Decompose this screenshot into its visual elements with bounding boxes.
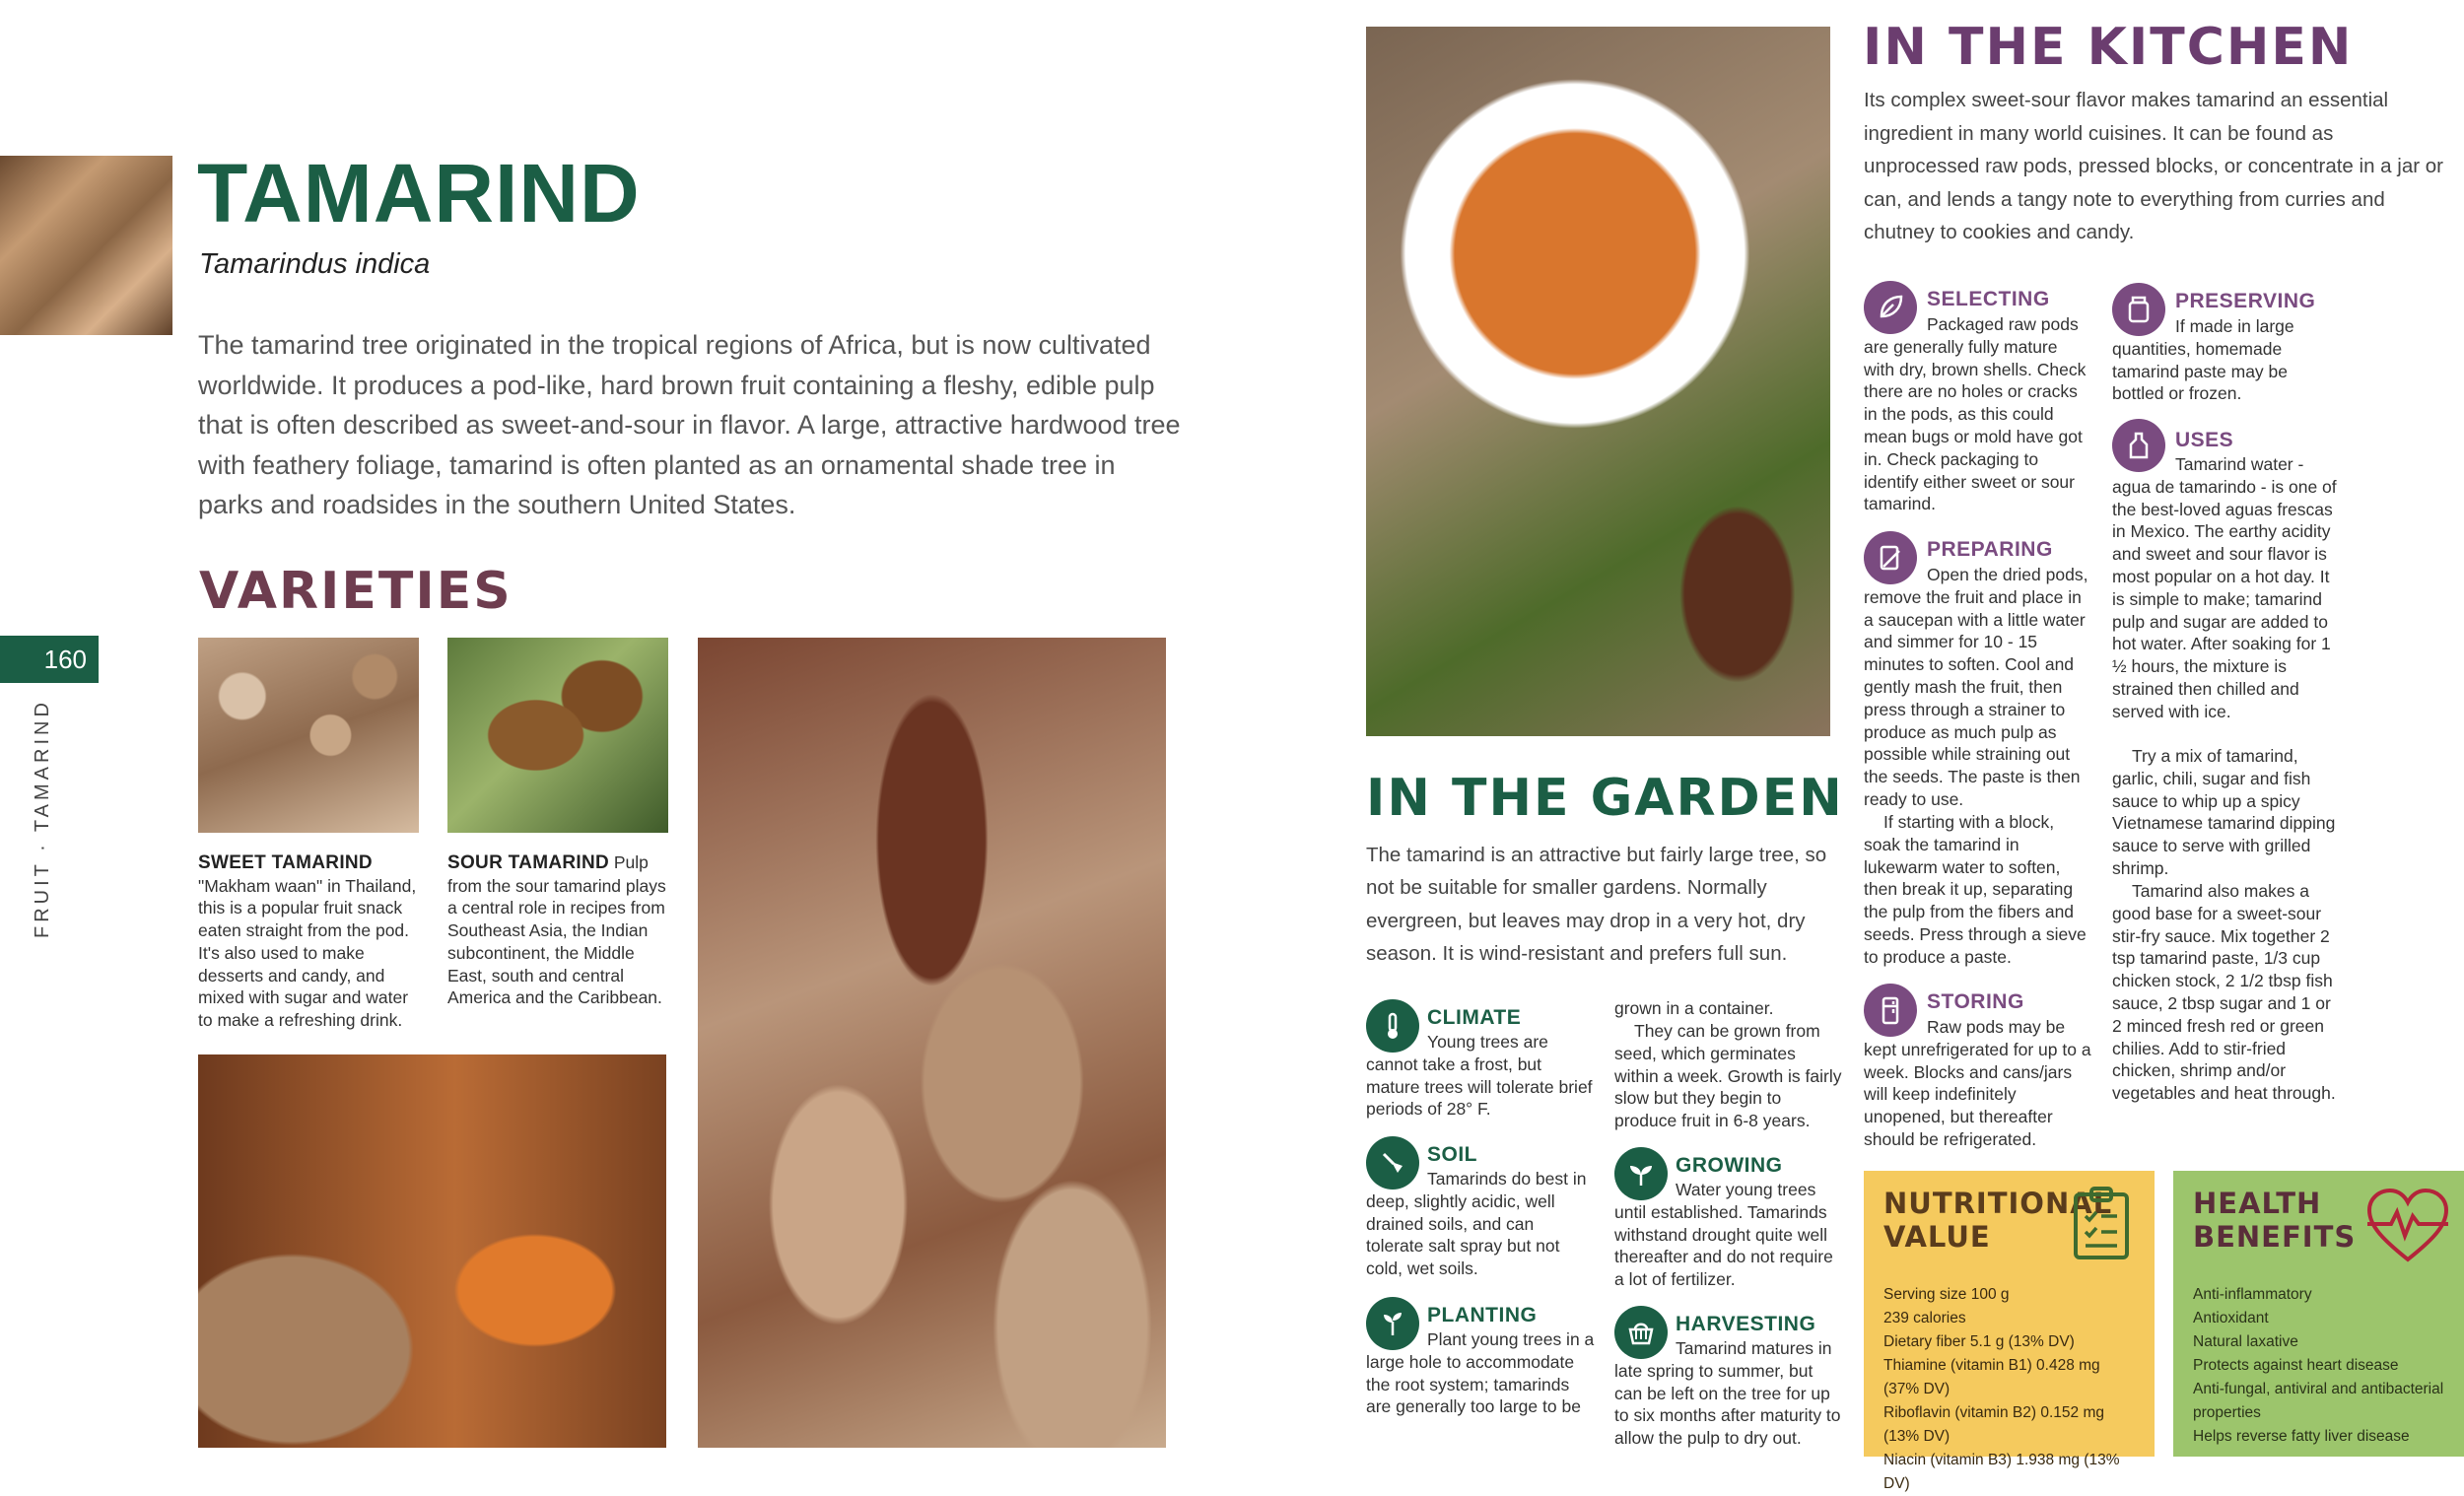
garden-heading: IN THE GARDEN — [1366, 769, 1844, 828]
preserving-title: PRESERVING — [2175, 290, 2316, 312]
planting-title: PLANTING — [1427, 1304, 1538, 1326]
harvesting-title: HARVESTING — [1676, 1313, 1816, 1335]
list-item: Thiamine (vitamin B1) 0.428 mg (37% DV) — [1883, 1357, 2100, 1397]
list-item: Niacin (vitamin B3) 1.938 mg (13% DV) — [1883, 1452, 2120, 1492]
soil-text: Tamarinds do best in deep, slightly acidic, well drained soils, and can tolerate salt spray but not cold, wet soils. — [1366, 1169, 1587, 1279]
list-item: Dietary fiber 5.1 g (13% DV) — [1883, 1333, 2075, 1350]
list-item: 239 calories — [1883, 1310, 1966, 1326]
intro-paragraph: The tamarind tree originated in the tropical regions of Africa, but is now cultivated worldwide. It produces a pod-like, hard brown fruit containing a fleshy, edible pulp that is often described as sweet-and-sour in flavor. A large, attractive hardwood tree with feathery foliage, tamarind is often planted as an ornamental shade tree in parks and roadsides in the southern United States. — [198, 330, 1181, 519]
garden-intro: The tamarind is an attractive but fairly large tree, so not be suitable for smaller gardens. Normally evergreen, but leaves may drop in a very hot, dry season. It is wind-resistant and prefers full sun. — [1366, 844, 1827, 965]
list-item: Riboflavin (vitamin B2) 0.152 mg (13% DV) — [1883, 1404, 2104, 1445]
uses-text-3: Tamarind also makes a good base for a sweet-sour stir-fry sauce. Mix together 2 tsp tamarind paste, 1/3 cup chicken stock, 2 1/2 tbsp fish sauce, 2 tbsp sugar and 1 or 2 minced fresh red or green chilies. Add to stir-fried chicken, shrimp and/or vegetables and heat through. — [2112, 881, 2336, 1104]
selecting-text: Packaged raw pods are generally fully mature with dry, brown shells. Check there are no holes or cracks in the pods, as this could mean bugs or mold have got in. Check packaging to identify either sweet or sour tamarind. — [1864, 314, 2087, 514]
kitchen-intro: Its complex sweet-sour flavor makes tamarind an essential ingredient in many world cuisines. It can be found as unprocessed raw pods, pressed blocks, or concentrate in a jar or can, and lends a tangy note to everything from curries and chutney to cookies and candy. — [1864, 89, 2443, 243]
climate-text: Young trees are cannot take a frost, but mature trees will tolerate brief periods of 28° F. — [1366, 1032, 1593, 1120]
tamarind-drink-photo — [198, 1054, 666, 1448]
sour-tamarind-text: Pulp from the sour tamarind plays a central role in recipes from Southeast Asia, the Indian subcontinent, the Middle East, south and central America and the Caribbean. — [447, 852, 666, 1008]
uses-title: USES — [2175, 429, 2234, 451]
sweet-tamarind-caption — [198, 851, 423, 1032]
page-title: TAMARIND — [197, 147, 641, 239]
preparing-text: Open the dried pods, remove the fruit and place in a saucepan with a little water and simmer for 10 - 15 minutes to soften. Cool and gently mash the fruit, then press through a strainer to produce as much pulp as possible while straining out the seeds. The paste is then ready to use. — [1864, 565, 2088, 809]
page-number: 160 — [0, 636, 99, 683]
sweet-tamarind-text: "Makham waan" in Thailand, this is a popular fruit snack eaten straight from the pod. It's also used to make desserts and candy, and mixed with sugar and water to make a refreshing drink. — [198, 875, 417, 1030]
selecting-title: SELECTING — [1927, 288, 2050, 310]
list-item: Anti-inflammatory — [2193, 1286, 2312, 1303]
sweet-tamarind-photo — [198, 638, 419, 833]
list-item: Serving size 100 g — [1883, 1286, 2010, 1303]
list-item: Natural laxative — [2193, 1333, 2298, 1350]
growing-text: Water young trees until established. Tamarinds withstand drought quite well thereafter and do not require a lot of fertilizer. — [1614, 1180, 1833, 1290]
sour-tamarind-name: SOUR TAMARIND — [447, 852, 609, 873]
nutrition-heading-line-1: NUTRITIONAL — [1883, 1187, 2113, 1220]
running-header — [26, 699, 65, 938]
sweet-tamarind-name: SWEET TAMARIND — [198, 852, 373, 873]
planting-text-continued: grown in a container. — [1614, 998, 1774, 1018]
list-item: Helps reverse fatty liver disease — [2193, 1428, 2410, 1445]
preparing-title: PREPARING — [1927, 538, 2053, 561]
list-item: Protects against heart disease — [2193, 1357, 2399, 1374]
nutritional-value-box — [1864, 1171, 2155, 1492]
tamarind-pods-photo — [698, 638, 1166, 1448]
heartbeat-icon — [2363, 1187, 2452, 1270]
climate-title: CLIMATE — [1427, 1006, 1522, 1029]
sour-tamarind-photo — [447, 638, 668, 833]
planting-text-continued-2: They can be grown from seed, which germinates within a week. Growth is fairly slow but they begin to produce fruit in 6-8 years. — [1614, 1021, 1842, 1131]
preparing-text-2: If starting with a block, soak the tamarind in lukewarm water to soften, then break it up, separating the pulp from the fibers and seeds. Press through a sieve to produce a paste. — [1864, 812, 2087, 967]
kitchen-heading: IN THE KITCHEN — [1863, 18, 2354, 77]
soil-title: SOIL — [1427, 1143, 1478, 1166]
health-heading-line-2: BENEFITS — [2193, 1220, 2357, 1254]
growing-title: GROWING — [1676, 1154, 1783, 1177]
latin-name: Tamarindus indica — [199, 248, 431, 280]
harvesting-text: Tamarind matures in late spring to summer, but can be left on the tree for up to six months after maturity to allow the pulp to dry out. — [1614, 1338, 1841, 1449]
health-heading-line-1: HEALTH — [2193, 1187, 2322, 1220]
clipboard-icon — [2072, 1185, 2131, 1266]
health-list — [2193, 1283, 2444, 1449]
planting-text: Plant young trees in a large hole to accommodate the root system; tamarinds are generally too large to be — [1366, 1329, 1595, 1417]
running-header-text: FRUIT · TAMARIND — [32, 699, 53, 938]
uses-text-2: Try a mix of tamarind, garlic, chili, sugar and fish sauce to whip up a spicy Vietnamese tamarind dipping sauce to serve with grilled shrimp. — [2112, 746, 2336, 878]
preserving-text: If made in large quantities, homemade tamarind paste may be bottled or frozen. — [2112, 316, 2294, 404]
storing-title: STORING — [1927, 990, 2024, 1013]
list-item: Anti-fungal, antiviral and antibacterial properties — [2193, 1381, 2444, 1421]
nutrition-heading-line-2: VALUE — [1883, 1220, 1991, 1254]
tamarind-thumbnail-photo — [0, 156, 172, 335]
health-benefits-box — [2173, 1171, 2464, 1457]
sour-tamarind-caption — [447, 851, 672, 1009]
nutrition-list — [1883, 1283, 2135, 1496]
list-item: Antioxidant — [2193, 1310, 2269, 1326]
tamarind-paste-bowl-photo — [1366, 27, 1830, 736]
storing-text: Raw pods may be kept unrefrigerated for up to a week. Blocks and cans/jars will keep indefinitely unopened, but thereafter should be refrigerated. — [1864, 1017, 2091, 1149]
uses-text: Tamarind water - agua de tamarindo - is one of the best-loved aguas frescas in Mexico. The earthy acidity and sweet and sour flavor is most popular on a hot day. It is simple to make; tamarind pulp and sugar are added to hot water. After soaking for 1 ½ hours, the mixture is strained then chilled and served with ice. — [2112, 454, 2337, 721]
varieties-heading: VARIETIES — [199, 562, 513, 621]
